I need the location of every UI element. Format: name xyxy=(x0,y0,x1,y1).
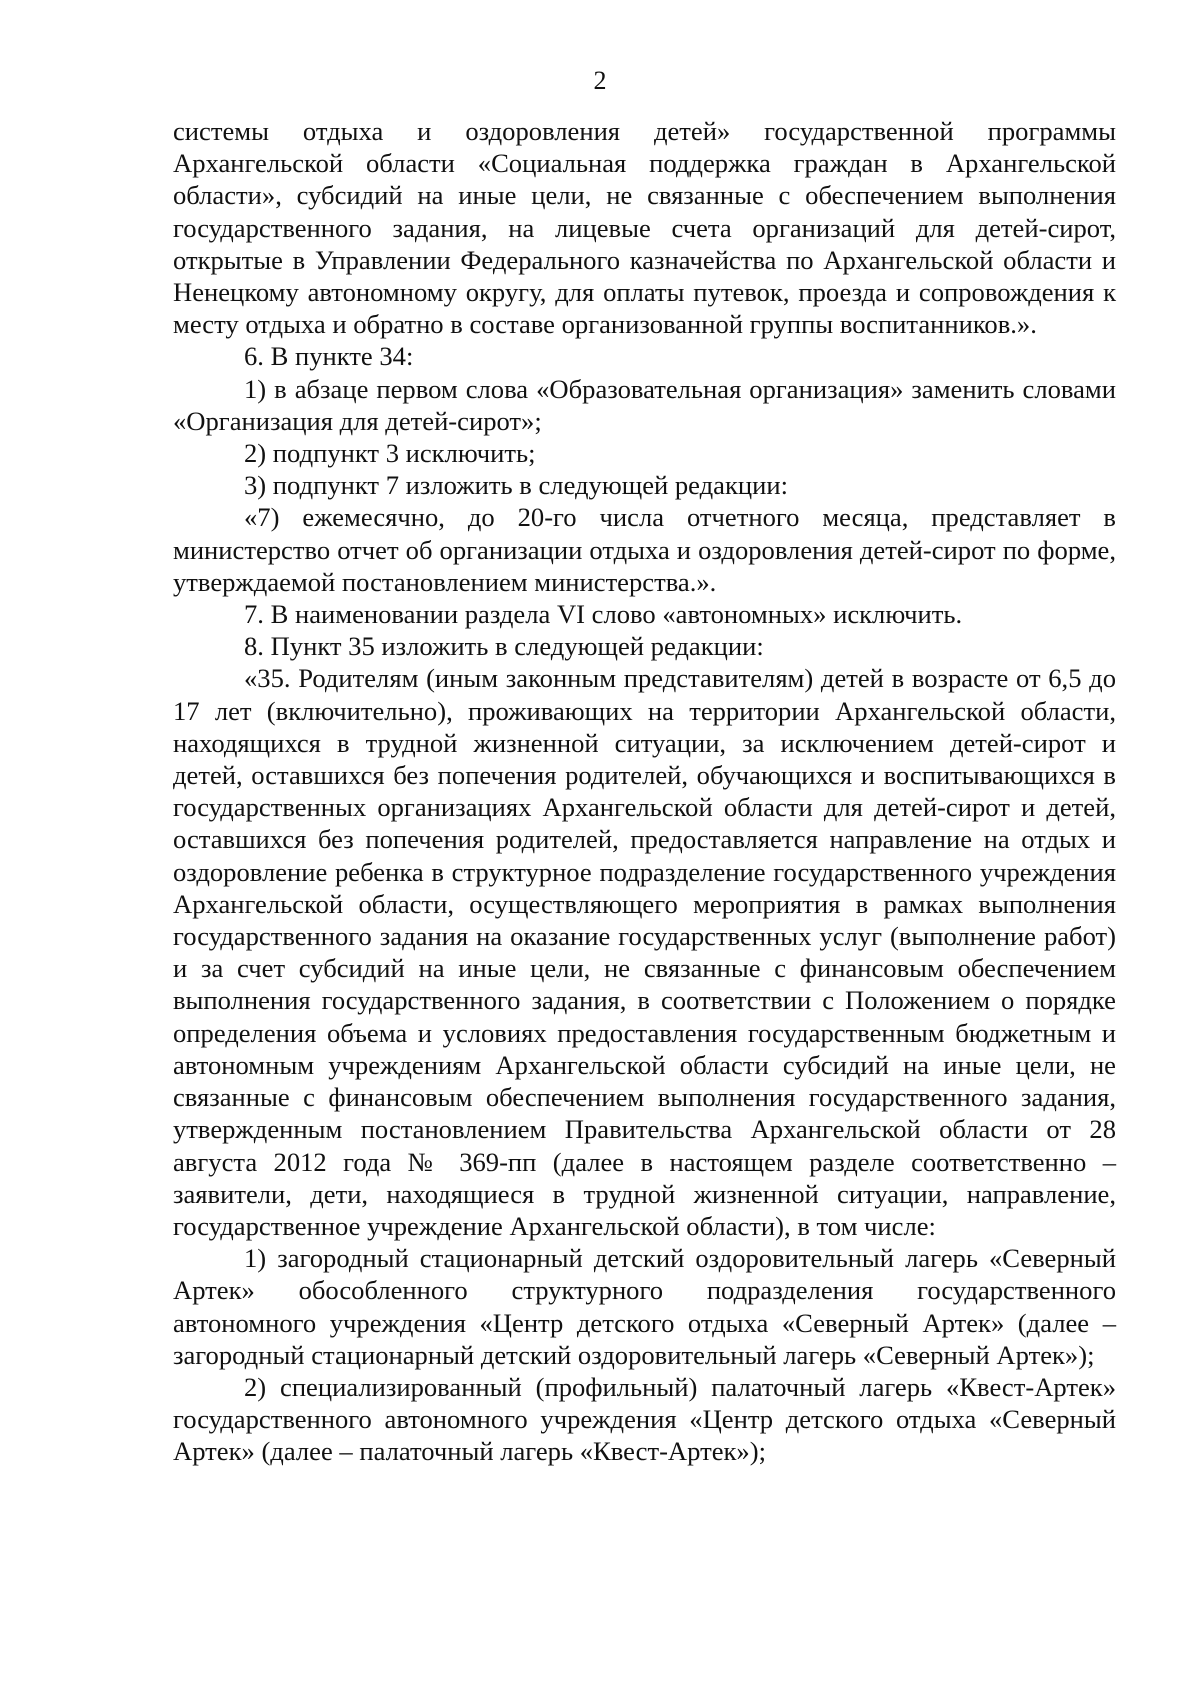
document-body xyxy=(173,115,1116,1468)
paragraph-item-8: 8. Пункт 35 изложить в следующей редакции: xyxy=(244,631,764,662)
paragraph-quoted-35: «35. Родителям (иным законным представителям) детей в возрасте от 6,5 до 17 лет (включительно), проживающих на территории Архангельской области, находящихся в трудной жизненной ситуации, за исключением детей-сирот и детей, оставшихся без попечения родителей, обучающихся и воспитывающихся в государственных организациях Архангельской области для детей-сирот и детей, оставшихся без попечения родителей, предоставляется направление на отдых и оздоровление ребенка в структурное подразделение государственного учреждения Архангельской области, осуществляющего мероприятия в рамках выполнения государственного задания на оказание государственных услуг (выполнение работ) и за счет субсидий на иные цели, не связанные с финансовым обеспечением выполнения государственного задания, в соответствии с Положением о порядке определения объема и условиях предоставления государственным бюджетным и автономным учреждениям Архангельской области субсидий на иные цели, не связанные с финансовым обеспечением выполнения государственного задания, утвержденным постановлением Правительства Архангельской области от 28 августа 2012 года № 369-пп (далее в настоящем разделе соответственно – заявители, дети, находящиеся в трудной жизненной ситуации, направление, государственное учреждение Архангельской области), в том числе: xyxy=(173,663,1116,1241)
paragraph-subitem-1: 1) в абзаце первом слова «Образовательная организация» заменить словами «Организация для детей-сирот»; xyxy=(173,373,1116,436)
paragraph-camp-2: 2) специализированный (профильный) палаточный лагерь «Квест-Артек» государственного автономного учреждения «Центр детского отдыха «Северный Артек» (далее – палаточный лагерь «Квест-Артек»); xyxy=(173,1371,1116,1467)
paragraph-item-6: 6. В пункте 34: xyxy=(244,341,414,372)
paragraph-camp-1: 1) загородный стационарный детский оздоровительный лагерь «Северный Артек» обособленного структурного подразделения государственного автономного учреждения «Центр детского отдыха «Северный Артек» (далее – загородный стационарный детский оздоровительный лагерь «Северный Артек»); xyxy=(173,1243,1116,1370)
paragraph-subitem-2: 2) подпункт 3 исключить; xyxy=(244,438,536,469)
paragraph-item-7: 7. В наименовании раздела VI слово «автономных» исключить. xyxy=(244,599,963,630)
paragraph-continuation: системы отдыха и оздоровления детей» государственной программы Архангельской области «Социальная поддержка граждан в Архангельской области», субсидий на иные цели, не связанные с обеспечением выполнения государственного задания, на лицевые счета организаций для детей-сирот, открытые в Управлении Федерального казначейства по Архангельской области и Ненецкому автономному округу, для оплаты путевок, проезда и сопровождения к месту отдыха и обратно в составе организованной группы воспитанников.». xyxy=(173,116,1116,340)
paragraph-quoted-7: «7) ежемесячно, до 20-го числа отчетного месяца, представляет в министерство отчет об организации отдыха и оздоровления детей-сирот по форме, утверждаемой постановлением министерства.». xyxy=(173,502,1116,597)
paragraph-subitem-3: 3) подпункт 7 изложить в следующей редакции: xyxy=(244,470,788,501)
page-number: 2 xyxy=(593,66,607,95)
